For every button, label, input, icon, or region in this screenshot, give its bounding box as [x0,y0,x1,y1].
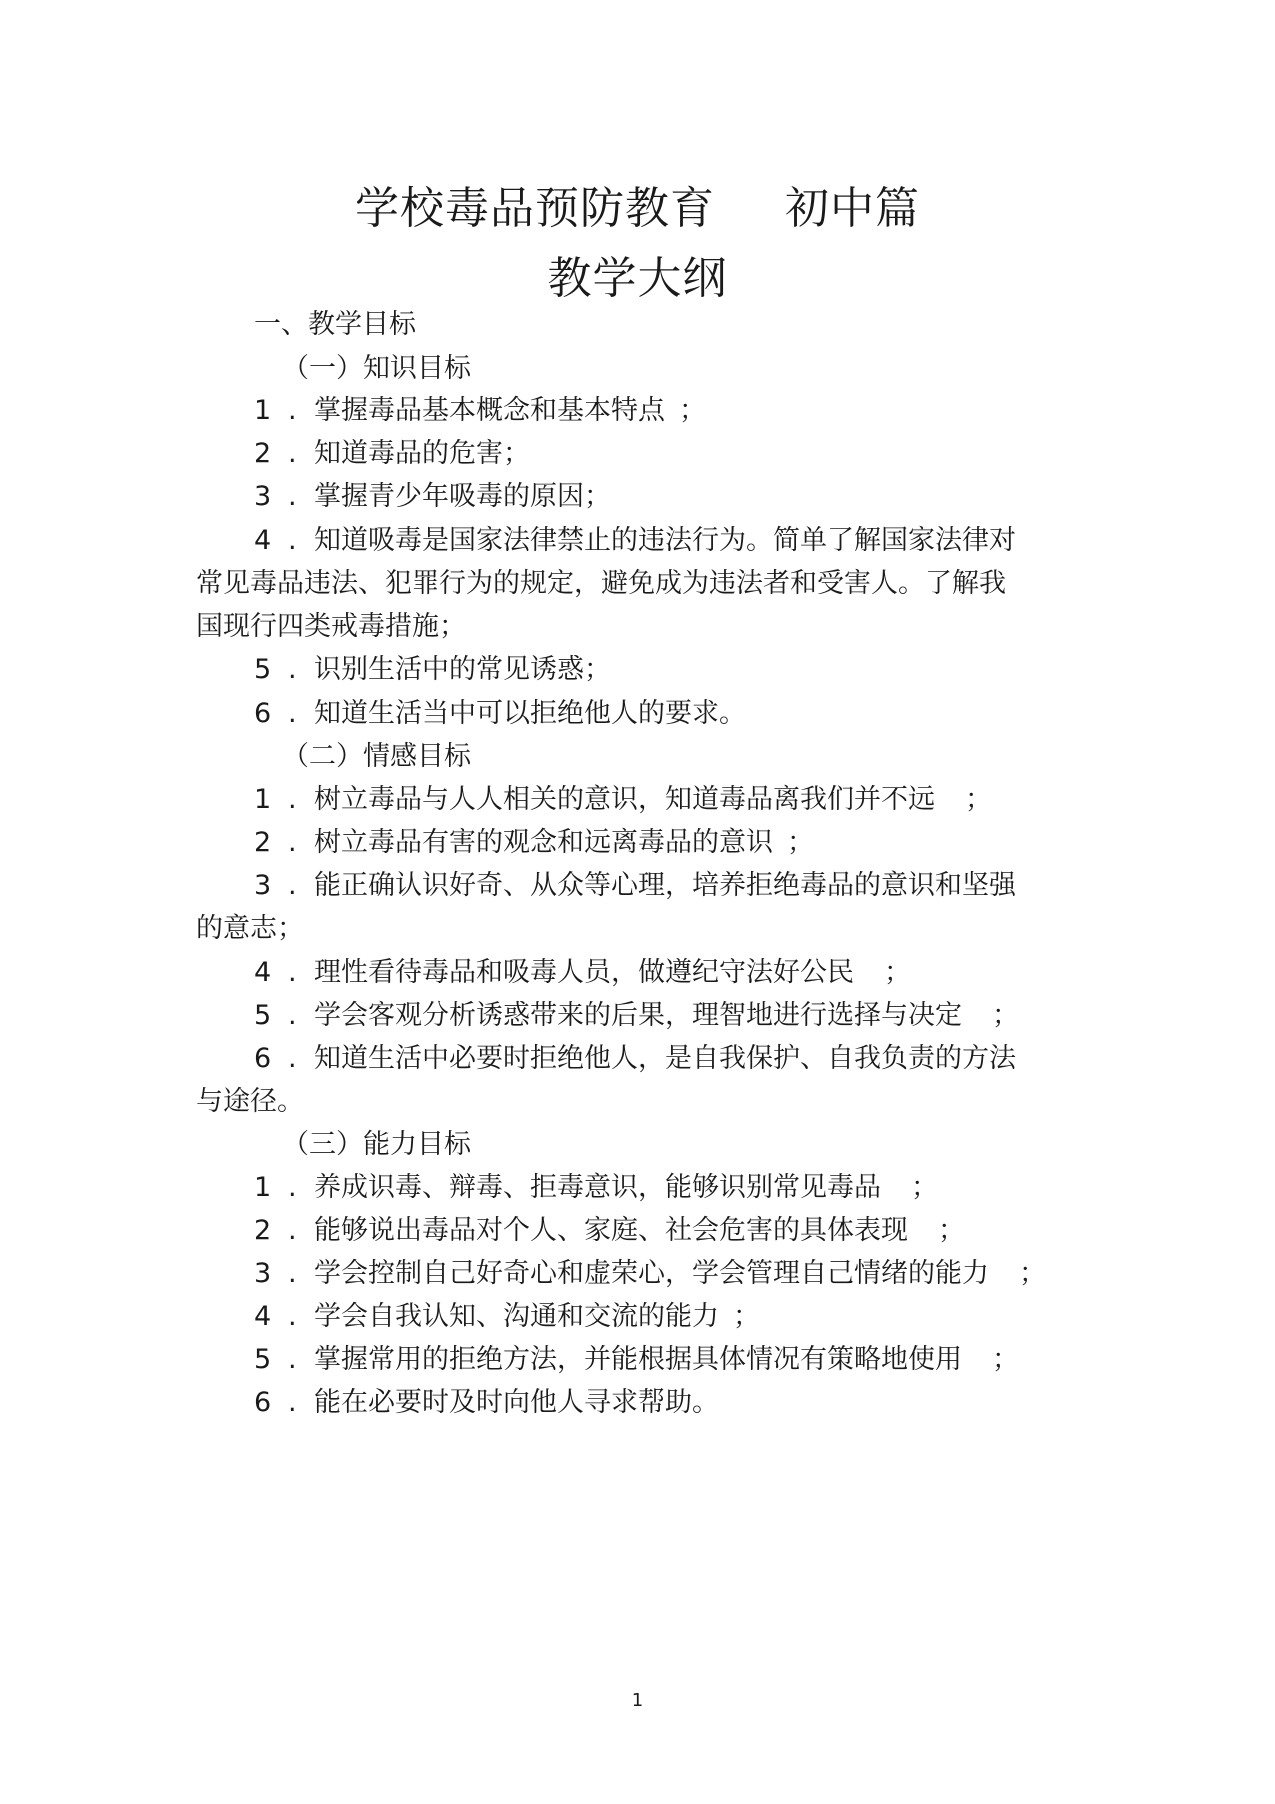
list-item: 1 . 养成识毒、辩毒、拒毒意识，能够识别常见毒品 ； [254,1172,938,1203]
list-item: 6 . 知道生活中必要时拒绝他人，是自我保护、自我负责的方法 [254,1043,1016,1074]
section-heading: 一、教学目标 [254,309,416,340]
list-item: 1 . 掌握毒品基本概念和基本特点 ； [254,395,706,426]
list-item: 3 . 掌握青少年吸毒的原因； [254,481,611,512]
list-item-continuation: 国现行四类戒毒措施； [196,611,466,642]
list-item: 6 . 知道生活当中可以拒绝他人的要求。 [254,698,746,729]
list-item: 4 . 理性看待毒品和吸毒人员，做遵纪守法好公民 ； [254,957,911,988]
list-item: 5 . 识别生活中的常见诱惑； [254,654,611,685]
list-item: 3 . 学会控制自己好奇心和虚荣心，学会管理自己情绪的能力 ； [254,1258,1046,1289]
list-item: 4 . 学会自我认知、沟通和交流的能力 ； [254,1301,760,1332]
document-title-line1 [0,172,1275,236]
list-item: 4 . 知道吸毒是国家法律禁止的违法行为。简单了解国家法律对 [254,525,1016,556]
subsection-heading-knowledge: （一）知识目标 [282,353,471,384]
list-item: 3 . 能正确认识好奇、从众等心理，培养拒绝毒品的意识和坚强 [254,870,1016,901]
list-item: 2 . 树立毒品有害的观念和远离毒品的意识 ； [254,827,814,858]
list-item: 6 . 能在必要时及时向他人寻求帮助。 [254,1387,719,1418]
document-title-line2: 教学大纲 [547,253,728,304]
title-main: 学校毒品预防教育 [355,183,715,234]
subsection-heading-ability: （三）能力目标 [282,1129,471,1160]
list-item: 5 . 学会客观分析诱惑带来的后果，理智地进行选择与决定 ； [254,1000,1019,1031]
list-item-continuation: 常见毒品违法、犯罪行为的规定，避免成为违法者和受害人。了解我 [196,568,1006,599]
subsection-heading-emotion: （二）情感目标 [282,741,471,772]
list-item: 5 . 掌握常用的拒绝方法，并能根据具体情况有策略地使用 ； [254,1344,1019,1375]
list-item: 2 . 知道毒品的危害； [254,438,530,469]
list-item: 2 . 能够说出毒品对个人、家庭、社会危害的具体表现 ； [254,1215,965,1246]
list-item: 1 . 树立毒品与人人相关的意识，知道毒品离我们并不远 ； [254,784,992,815]
page-number: 1 [631,1690,644,1711]
list-item-continuation: 与途径。 [196,1086,304,1117]
title-edition: 初中篇 [785,183,920,234]
list-item-continuation: 的意志； [196,913,304,944]
